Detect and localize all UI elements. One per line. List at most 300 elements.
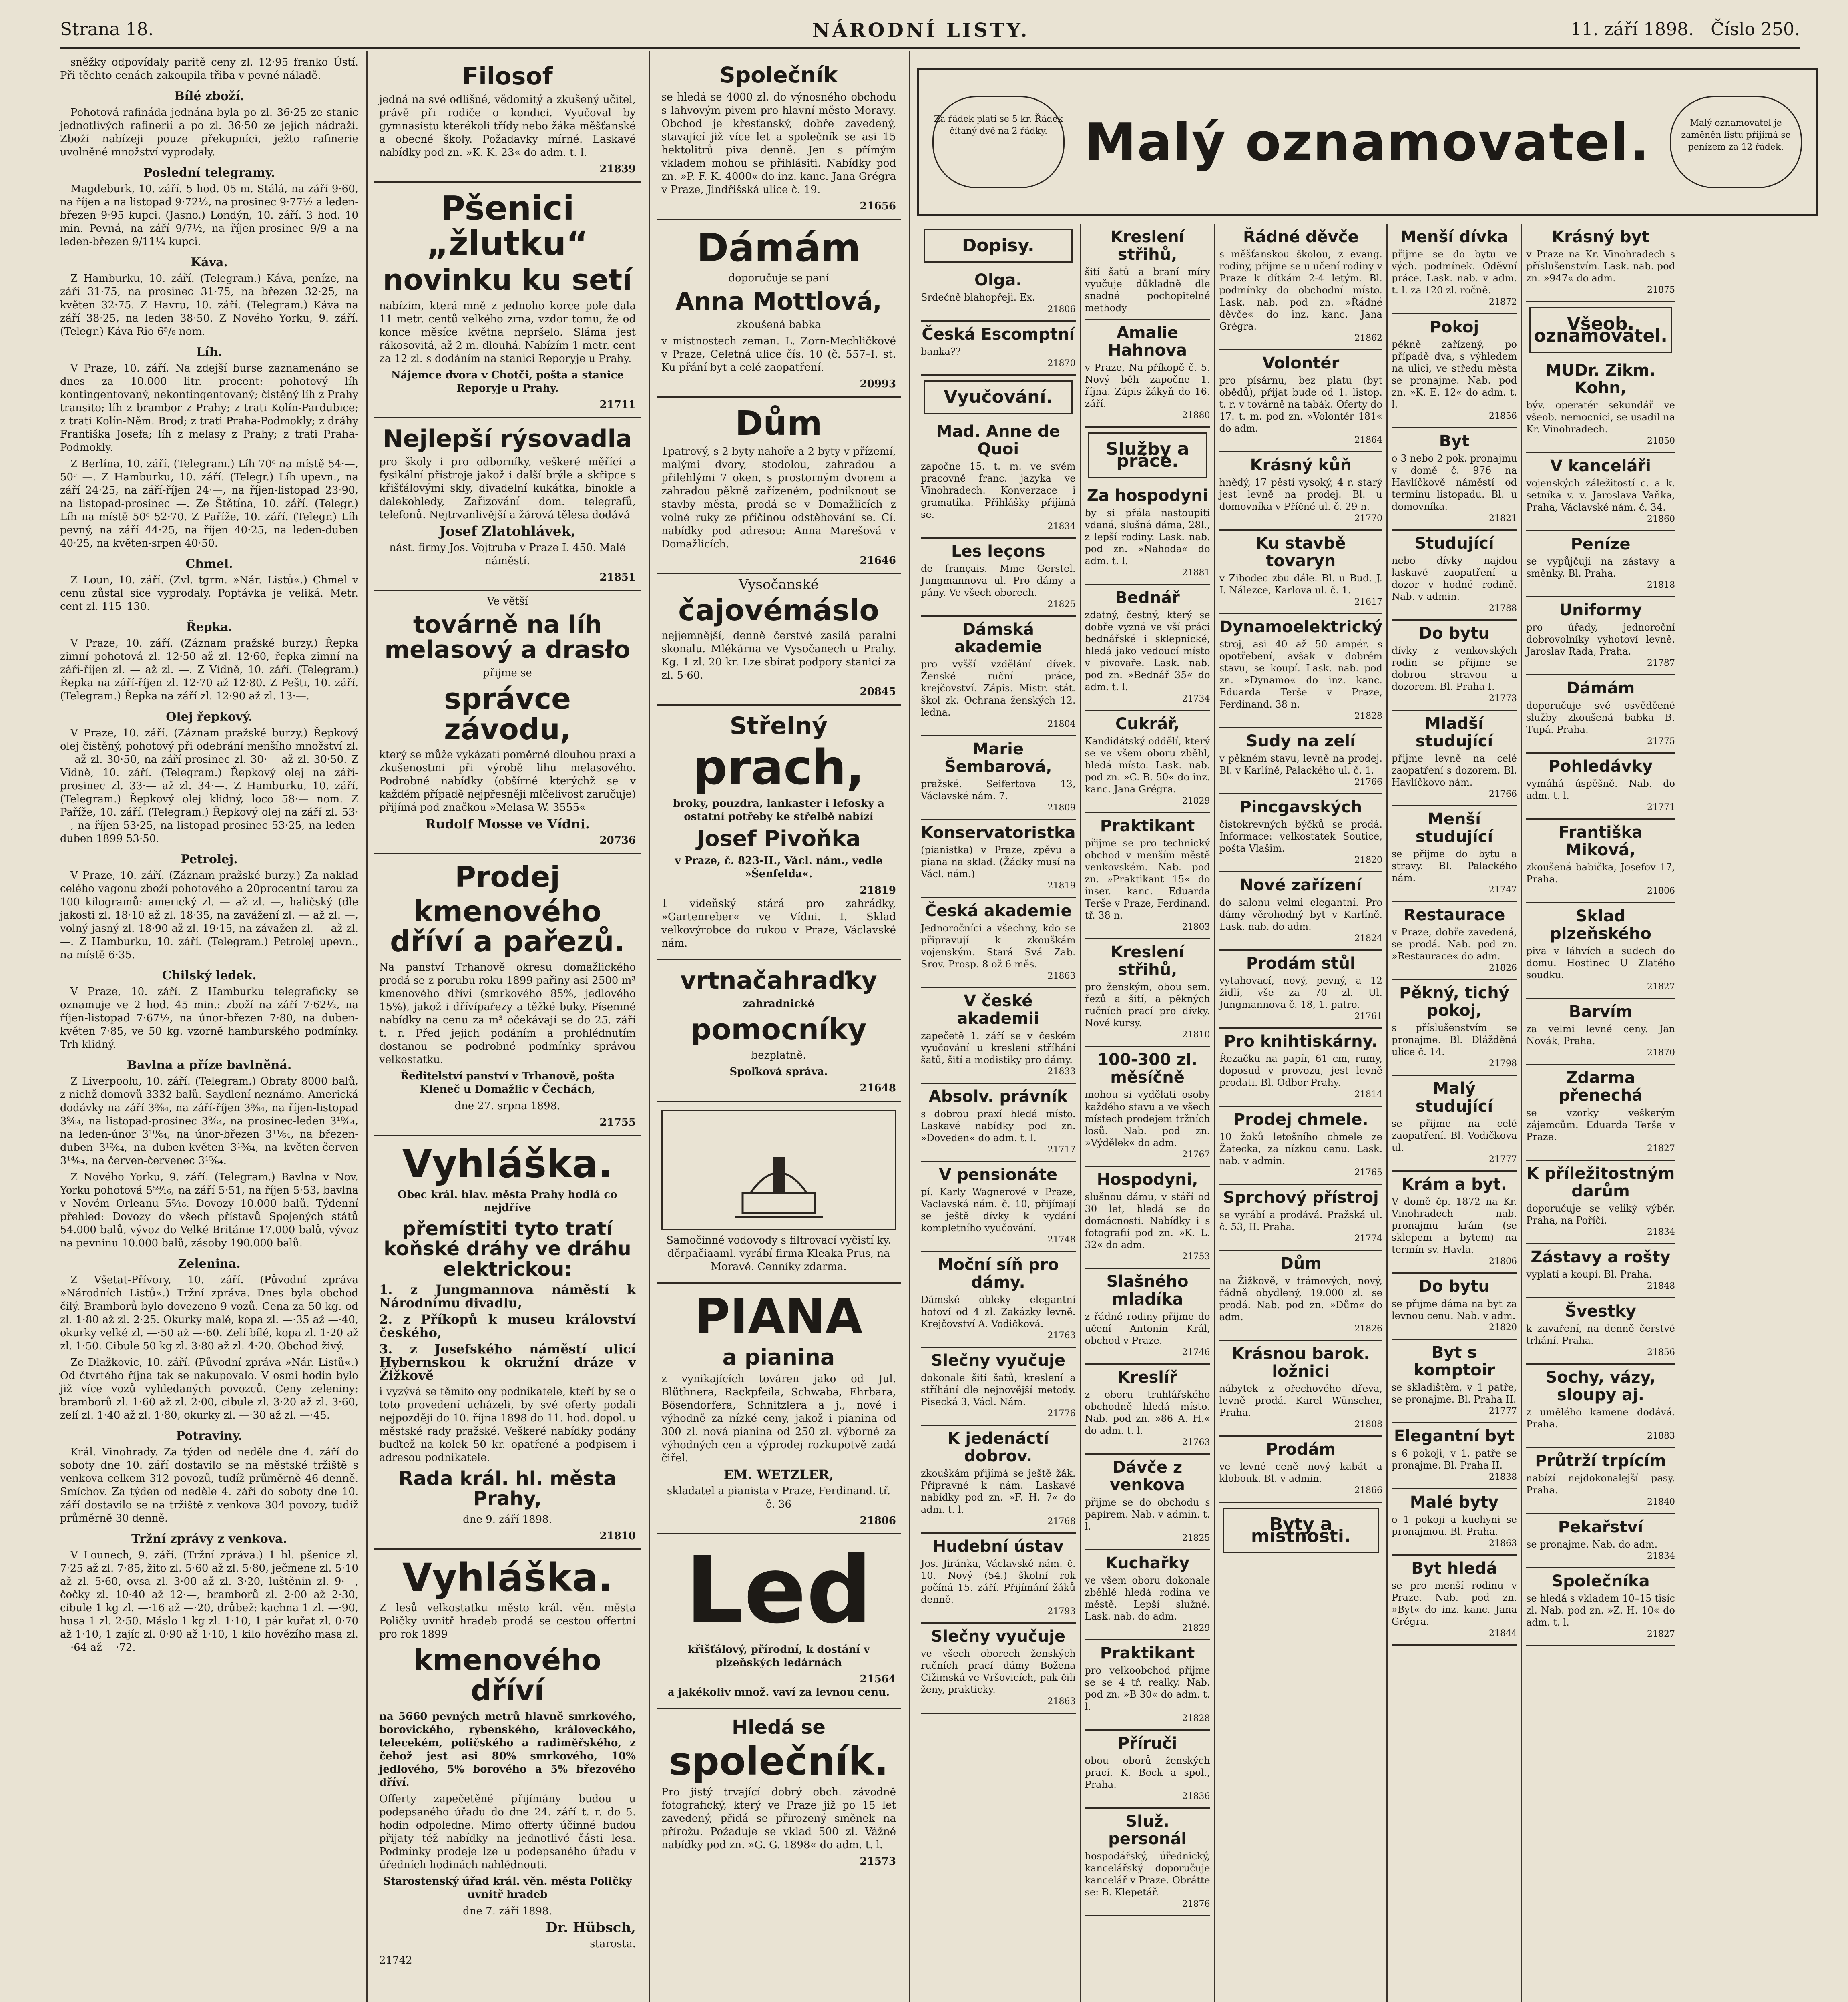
classified-ad xyxy=(1392,428,1517,531)
ad-pre: Hledá se xyxy=(732,1716,826,1739)
classified-ad xyxy=(1085,1550,1210,1640)
issue-date: 11. září 1898. Číslo 250. xyxy=(1570,19,1800,40)
classified-title: Dávče z venkova xyxy=(1110,1458,1185,1494)
classified-title: Prodám xyxy=(1266,1440,1336,1459)
classified-number: 21765 xyxy=(1354,1168,1382,1178)
classified-text: Dámské obleky elegantní hotoví od 4 zl. Zakázky levně. Krejčovství A. Vodičková. xyxy=(921,1294,1076,1329)
classified-text: doporučuje se veliký výběr. Praha, na Poříčí. xyxy=(1526,1203,1675,1226)
classified-number: 21856 xyxy=(1489,411,1517,421)
classified-number: 21768 xyxy=(1047,1516,1076,1526)
section-heading: Bavlna a příze bavlněná. xyxy=(127,1058,292,1072)
classified-title: Moční síň pro dámy. xyxy=(937,1256,1059,1292)
ad-title: Filosof xyxy=(462,62,553,90)
report-paragraph: Z Nového Yorku, 9. září. (Telegram.) Bavlna v Nov. Yorku pohotová 5⁵⁹⁄₁₆, na září 5·51, na říjen 5·53, bavlna v Novém Orleanu 5⁵⁄₁₆. Dovozy 10.000 balů. Týdenní přehled: Dovozy do všech přístavů Spojených států 54.000 balů, vývoz do Velké Británie 17.000 balů, vývoz na pevninu 10.000 balů, zásoby 190.000 balů. xyxy=(60,1171,358,1249)
classified-text: dokonale šití šatů, kreslení a stříhání dle nejnovější metody. Pisecká 3, Václ. Nám. xyxy=(921,1372,1076,1407)
classified-title: Zdarma přenechá xyxy=(1558,1069,1643,1105)
section-heading: Chilský ledek. xyxy=(162,969,257,983)
classified-number: 21834 xyxy=(1647,1551,1675,1561)
ad-big: kmenového dříví xyxy=(414,1643,601,1708)
classified-ad xyxy=(1219,1185,1382,1251)
classified-title: V kanceláři xyxy=(1550,457,1651,475)
ad-number: 21573 xyxy=(860,1855,896,1867)
ad-number: 20845 xyxy=(860,686,896,698)
classified-number: 21820 xyxy=(1354,855,1382,865)
classified-ad xyxy=(1392,711,1517,806)
classified-ad xyxy=(921,1252,1076,1348)
classifieds-column xyxy=(1386,224,1521,2002)
ad-signature: EM. WETZLER, xyxy=(723,1467,834,1483)
classified-number: 21827 xyxy=(1647,1629,1675,1639)
banner-info-note: Malý oznamovatel je zaměněn listu přijímá se penízem za 12 řádek. xyxy=(1670,96,1802,188)
classified-ad xyxy=(1219,872,1382,951)
ad-signature: Rada král. hl. města Prahy, xyxy=(398,1467,617,1510)
classified-text: se pro menší rodinu v Praze. Nab. pod zn. »Byt« do inz. kanc. Jana Grégra. xyxy=(1391,1580,1517,1627)
classified-title: Dámám xyxy=(1566,679,1635,697)
classified-ad xyxy=(1085,1731,1210,1809)
section-heading: Petrolej. xyxy=(181,852,238,866)
ad-big: pomocníky xyxy=(691,1012,867,1046)
classified-title: Zástavy a rošty xyxy=(1531,1248,1671,1266)
ad-role: starosta. xyxy=(590,1938,636,1950)
classified-title: Příruči xyxy=(1117,1734,1177,1753)
classified-number: 21833 xyxy=(1047,1067,1076,1077)
classified-number: 21870 xyxy=(1047,358,1076,368)
classified-title: Pěkný, tichý pokoj, xyxy=(1399,984,1509,1020)
ad-title: Pšenici „žlutku“ xyxy=(426,189,589,263)
classified-number: 21746 xyxy=(1182,1347,1210,1357)
classified-ad xyxy=(1085,1269,1210,1365)
classified-number: 21872 xyxy=(1489,297,1517,307)
classified-number: 21860 xyxy=(1647,514,1675,524)
ad-name: Dr. Hübsch, xyxy=(546,1919,636,1936)
classified-title: Pincgavských xyxy=(1239,798,1362,816)
classified-text: hnědý, 17 pěstí vysoký, 4 r. starý jest levně na prodej. Bl. u domovníka v Příčné ul. č. 29 n. xyxy=(1219,477,1382,512)
classified-number: 21829 xyxy=(1182,796,1210,806)
ad-name: Anna Mottlová, xyxy=(675,287,882,316)
classified-ad xyxy=(1526,597,1675,675)
ad-address: nást. firmy Jos. Vojtruba v Praze I. 450. Malé náměstí. xyxy=(389,541,626,567)
classified-text: započne 15. t. m. ve svém pracovně franc. jazyka ve Vinohradech. Konverzace i gramatika. Přihlášky přijímá se. xyxy=(921,461,1076,520)
ad-signature: Starostenský úřad král. věn. města Poličky uvnitř hradeb xyxy=(383,1875,632,1901)
page-number: Strana 18. xyxy=(60,19,154,40)
ad-text: Pro jistý trvající dobrý obch. závodně fotografický, který ve Praze již po 15 let zavedený, přidá se přirozený směnek na přírožu. Požaduje se vklad 500 zl. Vážné nabídky pod zn. »G. G. 1898« do adm. t. l. xyxy=(661,1786,896,1851)
classified-title: Pro knihtiskárny. xyxy=(1224,1032,1378,1051)
classified-text: ve všem oboru dokonale zběhlé hledá rodina ve městě. Lepší služné. Lask. nab. do adm. xyxy=(1085,1575,1210,1622)
classified-title: Pekařství xyxy=(1558,1518,1643,1536)
classified-text: Řezačku na papír, 61 cm, rumy, doposud v provozu, jest levně prodati. Bl. Odbor Prahy. xyxy=(1219,1053,1382,1088)
report-paragraph: V Praze, 10. září. Na zdejší burse zaznamenáno se dnes za 10.000 litr. procent: pohotový líh kontingentovaný, nekontingentovaný; čistěný líh z Prahy transito; líh z brambor z Prahy; z trati Kolín-Pardubice; z trati Kolín-Něm. Brod; z trati Praha-Podmokly; z dráhy Františka Josefa; líh z melasy z Prahy; z trati Praha-Podmokly. xyxy=(60,362,358,454)
classified-ad xyxy=(1085,483,1210,585)
classified-number: 21804 xyxy=(1047,719,1076,729)
classified-text: se přijme do bytu a stravy. Bl. Palackého nám. xyxy=(1391,848,1517,884)
classified-number: 21748 xyxy=(1047,1235,1076,1245)
classified-text: se skladištěm, v 1 patře, se pronajme. Bl. Praha II. xyxy=(1391,1382,1517,1405)
ad-number: 21810 xyxy=(599,1530,636,1542)
classified-title: Řádné děvče xyxy=(1243,228,1359,246)
classified-text: doporučuje své osvědčené služby zkoušená babka B. Tupá. Praha. xyxy=(1526,700,1675,735)
classified-title: Kuchařky xyxy=(1105,1554,1190,1572)
classifieds-column xyxy=(1214,224,1386,2002)
classified-text: pro úřady, jednoroční dobrovolníky vyhotoví levně. Jaroslav Rada, Praha. xyxy=(1526,622,1675,657)
classified-title: Peníze xyxy=(1571,535,1631,553)
pump-icon xyxy=(727,1145,831,1225)
section-label-box: Byty a místnosti. xyxy=(1223,1508,1379,1553)
section-heading: Chmel. xyxy=(185,557,233,571)
classified-text: by si přála nastoupiti vdaná, slušná dáma, 28l., z lepší rodiny. Lask. nab. pod zn. »Nahoda« do adm. t. l. xyxy=(1085,507,1210,567)
ad-text: broky, pouzdra, lankaster i lefosky a ostatní potřeby ke střelbě nabízí xyxy=(673,798,884,823)
ad-title: Vyhláška. xyxy=(402,1555,613,1600)
classified-title: Malý studující xyxy=(1415,1079,1493,1116)
classified-ad xyxy=(1526,675,1675,754)
classified-text: pí. Karly Wagnerové v Praze, Vaclavská nám. č. 10, přijímají se ještě dívky k vydání kompletního vyučování. xyxy=(921,1186,1076,1234)
column-divider xyxy=(649,51,650,2002)
classified-text: vytahovací, nový, pevný, a 12 židlí, vše za 70 zl. Ul. Jungmannova č. 18, 1. patro. xyxy=(1219,975,1382,1010)
classified-ad xyxy=(1526,1514,1675,1568)
ad-text: Offerty zapečetěné přijímány budou u podepsaného úřadu do dne 24. září t. r. do 5. hodin odpoledne. Mimo offerty účinné budou přijaty též nabídky na jednotlivé části lesa. Podmínky prodeje lze u podepsaného úřadu v úředních hodinách nahlédnouti. xyxy=(379,1793,636,1871)
classified-number: 21820 xyxy=(1489,1323,1517,1333)
classified-text: býv. operatér sekundář ve všeob. nemocnici, se usadil na Kr. Vinohradech. xyxy=(1526,400,1675,435)
classified-ad xyxy=(921,988,1076,1084)
classified-text: s měšťanskou školou, z evang. rodiny, přijme se u učení rodiny v Praze k dítkám 2-4 letým. Bl. podmínky do obchodní místo. Lask. nab. pod zn. »Řádné děvče« do inz. kanc. Jana Grégra. xyxy=(1219,249,1382,332)
classified-ad xyxy=(1526,999,1675,1065)
ad-number: 21648 xyxy=(860,1082,896,1094)
classified-text: 10 žoků letošního chmele ze Žatecka, za nízkou cenu. Lask. nab. v admin. xyxy=(1219,1131,1382,1166)
classified-ad xyxy=(1526,1244,1675,1298)
classified-text: (pianistka) v Praze, zpěvu a piana na sklad. (Žádky musí na Václ. nám.) xyxy=(921,844,1076,880)
classified-text: v Praze, Na příkopě č. 5. Nový běh započne 1. října. Zápis žákyň do 16. září. xyxy=(1085,362,1210,409)
classified-text: Jos. Jiránka, Václavské nám. č. 10. Nový (54.) školní rok počíná 15. září. Přijímání žáků denně. xyxy=(921,1558,1076,1605)
classified-text: z umělého kamene dodává. Praha. xyxy=(1526,1407,1675,1430)
report-paragraph: Z Berlína, 10. září. (Telegram.) Líh 70ᶜ na místě 54·—, 50ᶜ —. Z Hamburku, 10. září. (Telegr.) Líh upevn., na září 24·25, na září-říjen 24·—, na říjen-listopad 23·90, na listopad-prosinec —. Ze Štětína, 10. září. (Telegr.) Líh na místě 50ᶜ 52·70. Z Paříže, 10. září. (Telegr.) Líh pevný, na září 44·25, na říjen 40·25, na leden-duben 40·25, na květen-srpen 40·50. xyxy=(60,458,358,549)
ad-spolecnik-2 xyxy=(657,1709,901,1874)
classified-text: z oboru truhlářského obchodně hledá místo. Nab. pod zn. »86 A. H.« do adm. t. l. xyxy=(1085,1389,1210,1436)
classified-number: 21818 xyxy=(1647,580,1675,590)
classified-number: 21747 xyxy=(1489,885,1517,895)
ad-piana xyxy=(657,1284,901,1535)
classified-ad xyxy=(1085,1640,1210,1731)
classified-number: 21819 xyxy=(1047,881,1076,891)
classified-text: s příslušenstvím se pronajme. Bl. Dlážděná ulice č. 14. xyxy=(1391,1022,1517,1057)
classified-ad xyxy=(1392,1340,1517,1423)
classified-title: Krásný byt xyxy=(1552,228,1649,246)
classifieds-grid xyxy=(917,224,1814,2002)
classified-text: přijme se pro technický obchod v menším městě venkovském. Nab. pod zn. »Praktikant 15« do inser. kanc. Eduarda Terše v Praze, Ferdinand. tř. 38 n. xyxy=(1085,838,1210,921)
ad-role: zkoušená babka xyxy=(736,319,821,331)
ad-text: pro školy i pro odborníky, veškeré měřící a fysikální přístroje jakož i další brýle a skřipce s křišťálovými skly, divadelní kukátka, binokle a dalekohledy, Zařizování dom. telegrafů, telefonů. Nejtrvanlivější a žárová tělesa dodává xyxy=(379,456,636,521)
ad-text: Samočinné vodovody s filtrovací vyčistí ky. děrpačiaaml. vyrábí firma Kleaka Prus, na Moravě. Cenníky zdarma. xyxy=(666,1234,891,1273)
classified-text: V domě čp. 1872 na Kr. Vinohradech nab. pronajmu krám (se sklepem a bytem) na termín sv. Havla. xyxy=(1391,1196,1517,1255)
classified-ad xyxy=(1085,1455,1210,1550)
ad-number: 21819 xyxy=(860,884,896,896)
market-reports-column xyxy=(60,56,358,2002)
classified-title: Nové zařízení xyxy=(1240,876,1362,894)
ad-title: PIANA xyxy=(695,1288,863,1345)
classified-text: v Praze na Kr. Vinohradech s příslušenstvím. Lask. nab. pod zn. »947« do adm. xyxy=(1526,249,1675,284)
ad-subtitle: a pianina xyxy=(722,1344,835,1370)
ad-number: 21806 xyxy=(860,1515,896,1527)
classified-ad xyxy=(1526,224,1675,302)
classified-ad xyxy=(1392,806,1517,902)
ad-title: prach, xyxy=(693,740,865,796)
classified-ad xyxy=(1392,902,1517,980)
classified-number: 21881 xyxy=(1182,568,1210,578)
classified-number: 21766 xyxy=(1489,789,1517,799)
classified-number: 21864 xyxy=(1354,435,1382,445)
report-paragraph: Král. Vinohrady. Za týden od neděle dne 4. září do soboty dne 10. září dostavilo se na městské tržiště s venkova celkem 312 povozů, tudíž průměrně 46 denně. Smíchov. Za týden od neděle 4. září do soboty dne 10. září dostavilo se na tržiště z venkova 304 povozy, tudíž průměrně 30 denně. xyxy=(60,1446,358,1524)
section-heading: Potraviny. xyxy=(176,1429,243,1443)
classified-title: Mladší studující xyxy=(1415,714,1493,750)
ad-cajove-maslo xyxy=(657,574,901,706)
classified-ad xyxy=(1392,1274,1517,1340)
ad-illustration xyxy=(657,1102,901,1284)
classified-ad xyxy=(921,898,1076,988)
classified-title: Krásnou barok. ložnici xyxy=(1232,1345,1370,1381)
classified-ad xyxy=(1219,350,1382,452)
ad-text: z vynikajících továren jako od Jul. Blüthnera, Rackpfeila, Schwaba, Ehrbara, Bösendorfera, Schnitzlera a j., nové i výhodně za nízké ceny, jakož i pianina od 300 zl. nová pianina od 250 zl. výborné za výhodných cen a výprodej rozkupotvě zadá čiřel. xyxy=(661,1373,896,1465)
classified-number: 21863 xyxy=(1047,1696,1076,1707)
ad-subtitle: Obec král. hlav. města Prahy hodlá co nejdříve xyxy=(398,1188,617,1214)
classified-text: pražské. Seifertova 13, Václavské nám. 7. xyxy=(921,778,1076,802)
classified-ad xyxy=(921,267,1076,322)
ad-title: Nejlepší rýsovadla xyxy=(383,424,632,453)
classified-title: Byt s komptoir xyxy=(1413,1343,1495,1379)
classified-text: do salonu velmi elegantní. Pro dámy věrohodný byt v Karlíně. Lask. nab. do adm. xyxy=(1219,897,1382,932)
classified-title: V pensionáte xyxy=(939,1166,1058,1184)
classified-ad xyxy=(1085,224,1210,320)
classified-number: 21763 xyxy=(1182,1437,1210,1447)
classified-title: Praktikant xyxy=(1100,817,1195,835)
classified-text: přijme se do bytu ve vých. podmínek. Oděvní práce. Lask. nab. v adm. t. l. za 120 zl. ročně. xyxy=(1391,249,1517,296)
classified-ad xyxy=(921,617,1076,736)
classified-ad xyxy=(921,539,1076,617)
classified-text: se vyrábí a prodává. Pražská ul. č. 53, II. Praha. xyxy=(1219,1209,1382,1232)
report-paragraph: V Praze, 10. září. (Záznam pražské burzy.) Řepka zimní pohotová zl. 12·50 až zl. 12·60, řepka zimní na září-říjen zl. — až zl. —. Z Vídně, 10. září. (Telegram.) Řepka na září-říjen zl. 12·70 až 12·80. Z Pešti, 10. září. (Telegram.) Řepka na září zl. 12·90 až zl. 13·—. xyxy=(60,637,358,702)
ad-subtitle: novinku ku setí xyxy=(383,263,632,297)
classified-number: 21771 xyxy=(1647,802,1675,812)
classified-number: 21829 xyxy=(1182,1623,1210,1633)
ad-title: vrtnačahraďky xyxy=(680,966,877,995)
ad-signature: Spoľková správa. xyxy=(729,1065,828,1078)
ad-dum xyxy=(657,398,901,574)
report-paragraph: Z Všetat-Přívory, 10. září. (Původní zpráva »Národních Listů«.) Tržní zpráva. Dnes byla obchod čilý. Bramborů bylo dovezeno 9 vozů. Cena za 50 kg. od zl. 1·80 až zl. 2·25. Okurky malé, kopa zl. —·35 až —·40, okurky velké zl. —·50 až —·60. Zelí bílé, kopa zl. 1·20 až zl. 1·50. Cibule 50 kg zl. 3·80 až zl. 4·20. Obchod živý. xyxy=(60,1274,358,1352)
classified-number: 21776 xyxy=(1047,1409,1076,1419)
classified-title: Slečny vyučuje xyxy=(931,1351,1066,1370)
ad-address: skladatel a pianista v Praze, Ferdinand. tř. č. 36 xyxy=(667,1485,891,1511)
report-paragraph: Z Hamburku, 10. září. (Telegram.) Káva, peníze, na září 31·75, na prosinec 31·75, na březen 32·25, na květen 32·75. Z Havru, 10. září. (Telegram.) Káva na září 38·25, na leden 38·50. Z Nového Yorku, 9. září. (Telegr.) Káva Rio 6⁵/₈ nom. xyxy=(60,273,358,338)
classified-text: ve levné ceně nový kabát a klobouk. Bl. v admin. xyxy=(1219,1461,1382,1484)
classified-number: 21880 xyxy=(1182,410,1210,420)
classified-ad xyxy=(921,419,1076,539)
classified-title: Prodám stůl xyxy=(1246,954,1356,973)
classified-title: Česká akademie xyxy=(924,902,1072,920)
classified-number: 21617 xyxy=(1354,597,1382,607)
classified-title: Malé byty xyxy=(1410,1493,1499,1512)
classified-title: Restaurace xyxy=(1403,906,1505,924)
classified-number: 21836 xyxy=(1182,1791,1210,1801)
column-divider xyxy=(909,51,910,2002)
hand-pump-illustration xyxy=(661,1110,896,1230)
classified-number: 21767 xyxy=(1182,1150,1210,1160)
classified-text: banka?? xyxy=(921,346,961,357)
classified-text: přijme levně na celé zaopatření s dozorem. Bl. Havlíčkovo nám. xyxy=(1391,753,1517,788)
banner-price-note: Za řádek platí se 5 kr. Řádek čítaný dvě na 2 řádky. xyxy=(932,96,1065,188)
classified-ad xyxy=(1085,1809,1210,1916)
report-paragraph: V Praze, 10. září. (Záznam pražské burzy.) Řepkový olej čistěný, pohotový při odebrání menšího množství zl. — až zl. 30·50, na září-prosinec zl. 30·— až zl. 30·50. Z Vídně, 10. září. (Telegram.) Řepkový olej na září-prosinec zl. 33·— až zl. 34·—. Z Hamburku, 10. září. (Telegram.) Řepkový olej klidný, loco 58·— nom. Z Paříže, 10. září. (Telegram.) Řepkový olej na září zl. 53·—, na říjen 53·25, na listopad-prosinec 53·25, na leden-duben 1899 53·50. xyxy=(60,727,358,845)
classified-title: Společníka xyxy=(1551,1572,1650,1590)
ad-number: 21742 xyxy=(379,1954,412,1966)
classified-title: Průtrží trpícím xyxy=(1535,1452,1666,1470)
classified-number: 21803 xyxy=(1182,922,1210,932)
classified-title: Prodej chmele. xyxy=(1233,1110,1368,1129)
classified-ad xyxy=(1392,1172,1517,1274)
classified-title: Slašného mladíka xyxy=(1106,1272,1189,1309)
ad-text: Z lesů velkostatku město král. věn. města Poličky uvnitř hradeb prodá se cestou offertní pro rok 1899 xyxy=(379,1602,636,1641)
classified-text: mohou si vydělati osoby každého stavu a ve všech místech prodejem tržních losů. Nab. pod zn. »Výdělek« do adm. xyxy=(1085,1089,1210,1148)
classified-ad xyxy=(1219,794,1382,872)
classified-text: obou oborů ženských prací. K. Bock a spol., Praha. xyxy=(1085,1755,1210,1790)
classified-title: Byt xyxy=(1439,432,1470,450)
classified-text: slušnou dámu, v stáří od 30 let, hledá se do domácnosti. Nabídky i s fotografií pod zn. »K. L. 32« do adm. xyxy=(1085,1191,1210,1250)
classified-number: 21763 xyxy=(1047,1331,1076,1341)
classified-ad xyxy=(1526,1365,1675,1448)
classified-ad xyxy=(1526,1298,1675,1365)
classified-title: Barvím xyxy=(1569,1003,1633,1021)
ad-text: doporučuje se paní xyxy=(728,272,829,285)
classified-number: 21828 xyxy=(1354,711,1382,721)
ad-pre: Vysočanské xyxy=(739,576,819,593)
ad-items: na 5660 pevných metrů hlavně smrkového, borovického, rybenského, královeckého, telecekém, poličského a radiměřského, z čehož jest asi 80% smrkového, 10% jedlového, 5% borového a 5% březového dříví. xyxy=(379,1710,636,1789)
classified-text: se hledá s vkladem 10–15 tisíc zl. Nab. pod zn. »Z. H. 10« do adm. t. l. xyxy=(1526,1593,1675,1628)
ad-subtitle: a jakékoliv množ. vaví za levnou cenu. xyxy=(667,1686,890,1698)
ad-number: 21564 xyxy=(860,1673,896,1685)
classified-number: 21863 xyxy=(1047,971,1076,981)
classified-ad xyxy=(921,1348,1076,1426)
classified-number: 21848 xyxy=(1647,1281,1675,1291)
classified-number: 21766 xyxy=(1354,777,1382,787)
ad-signature: Josef Zlatohlávek, xyxy=(439,523,576,539)
classified-number: 21840 xyxy=(1647,1497,1675,1507)
section-heading: Olej řepkový. xyxy=(166,710,253,724)
classified-ad xyxy=(1219,951,1382,1029)
ad-number: 21755 xyxy=(599,1116,636,1128)
ad-item: 1. z Jungmannova náměstí k Národnímu divadlu, xyxy=(379,1282,636,1311)
classified-number: 21809 xyxy=(1047,803,1076,813)
classified-ad xyxy=(921,736,1076,820)
section-heading: Tržní zprávy z venkova. xyxy=(131,1532,287,1546)
classified-text: Srdečně blahopřeji. Ex. xyxy=(921,292,1035,303)
classified-number: 21844 xyxy=(1489,1628,1517,1638)
classified-text: k zavaření, na denně čerstvé trhání. Praha. xyxy=(1526,1323,1675,1346)
ad-subtitle: zahradnické xyxy=(743,997,815,1010)
classified-text: s 6 pokoji, v 1. patře se pronajme. Bl. Praha II. xyxy=(1391,1448,1517,1471)
ad-led xyxy=(657,1534,901,1709)
classified-number: 21806 xyxy=(1047,304,1076,314)
ad-item: 3. z Josefského náměstí ulicí Hybernskou k okružní dráze v Žižkově xyxy=(379,1341,636,1383)
classified-number: 21798 xyxy=(1489,1059,1517,1069)
classified-title: V české akademii xyxy=(957,992,1039,1028)
section-heading: Líh. xyxy=(196,345,222,359)
classified-ad xyxy=(921,820,1076,898)
classified-title: Sudy na zelí xyxy=(1246,732,1356,750)
ad-text: křišťálový, přírodní, k dostání v plzeňských ledárnách xyxy=(687,1643,870,1669)
classified-number: 21856 xyxy=(1647,1347,1675,1357)
classified-ad xyxy=(921,322,1076,376)
classified-text: v pěkném stavu, levně na prodej. Bl. v Karlíně, Palackého ul. č. 1. xyxy=(1219,753,1382,776)
classified-text: šití šatů a braní míry vyučuje důkladně dle snadné pochopitelné methody xyxy=(1085,266,1210,314)
classified-text: hospodářský, úřednický, kancelářský doporučuje kancelář v Praze. Obrátte se: B. Klepetář. xyxy=(1085,1851,1210,1898)
classified-title: Dynamoelektrický xyxy=(1219,618,1382,636)
ad-number: 21711 xyxy=(599,398,636,411)
classified-title: Hospodyni, xyxy=(1097,1170,1198,1189)
classified-number: 21826 xyxy=(1354,1324,1382,1334)
classified-number: 21824 xyxy=(1354,933,1382,943)
ad-title: Vyhláška. xyxy=(402,1141,613,1186)
section-label-box: Služby a práce. xyxy=(1088,432,1207,478)
ad-number: 20993 xyxy=(860,378,896,390)
classified-text: v Praze, dobře zavedená, se prodá. Nab. pod zn. »Restaurace« do adm. xyxy=(1391,927,1517,962)
classified-title: Ku stavbě tovaryn xyxy=(1256,534,1346,570)
classified-number: 21870 xyxy=(1647,1048,1675,1058)
classified-number: 21827 xyxy=(1647,982,1675,992)
ad-big: kmenového dříví a pařezů. xyxy=(390,894,625,959)
classified-title: Amalie Hahnova xyxy=(1108,324,1187,360)
classified-title: K jedenáctí dobrov. xyxy=(947,1429,1049,1465)
classified-text: čistokrevných býčků se prodá. Informace: velkostatek Soutice, pošta Vlašim. xyxy=(1219,819,1382,854)
classified-ad xyxy=(1526,754,1675,820)
ad-psenice xyxy=(374,183,641,418)
classified-ad xyxy=(1219,728,1382,794)
classified-ad xyxy=(1526,1448,1675,1514)
classified-ad xyxy=(1392,1076,1517,1172)
classified-text: pro velkoobchod přijme se se 4 tř. realky. Nab. pod zn. »B 30« do adm. t. l. xyxy=(1085,1665,1210,1712)
report-paragraph: V Praze, 10. září. Z Hamburku telegraficky se oznamuje ve 2 hod. 45 min.: zboží na září 7·62½, na říjen-listopad 7·67½, na únor-březen 7·80, na duben-květen 7·85, ve 50 kg. vzorně hamburského podmínky. Trh klidný. xyxy=(60,986,358,1051)
classified-ad xyxy=(1219,1251,1382,1341)
classified-ad xyxy=(1392,531,1517,621)
classified-text: ve všech oborech ženských ručních prací dámy Božena Cižimská ve Vršovicích, pak čili ženy, prakticky. xyxy=(921,1648,1076,1695)
classified-title: Do bytu xyxy=(1419,1277,1490,1296)
section-heading: Káva. xyxy=(191,255,228,269)
classified-text: na Žižkově, v trámových, nový, řádně obydlený, 19.000 zl. se prodá. Nab. pod zn. »Dům« do adm. xyxy=(1219,1275,1382,1323)
classified-ad xyxy=(1219,1107,1382,1185)
classified-title: Byt hledá xyxy=(1411,1559,1497,1578)
classified-text: o 1 pokoji a kuchyni se pronajmou. Bl. Praha. xyxy=(1391,1514,1517,1537)
classified-ad xyxy=(1392,1556,1517,1646)
ad-address: v Praze, č. 823-II., Václ. nám., vedle »Šenfelda«. xyxy=(675,854,883,880)
classifieds-column xyxy=(1521,224,1679,2002)
classified-number: 21875 xyxy=(1647,285,1675,295)
classified-ad xyxy=(1526,1568,1675,1646)
classified-ad xyxy=(1085,711,1210,813)
classified-number: 21814 xyxy=(1354,1089,1382,1099)
classified-ad xyxy=(1085,320,1210,428)
ad-date: dne 27. srpna 1898. xyxy=(454,1099,560,1112)
ad-number: 20736 xyxy=(599,834,636,847)
report-paragraph: Z Loun, 10. září. (Zvl. tgrm. »Nár. Listů«.) Chmel v cenu zůstal sice vyprodaly. Poptávka je veliká. Metr. cent zl. 115–130. xyxy=(60,574,358,613)
classified-ad xyxy=(1526,358,1675,453)
classified-text: se vypůjčují na zástavy a směnky. Bl. Praha. xyxy=(1526,556,1675,579)
classified-number: 21774 xyxy=(1354,1234,1382,1244)
ad-vyhlaska-2 xyxy=(374,1550,641,1976)
classified-text: pro ženským, obou sem. řezů a šití, a pěkných ručních prací pro dívky. Nové kursy. xyxy=(1085,981,1210,1029)
classified-text: piva v láhvích a sudech do domu. Hostinec U Zlatého soudku. xyxy=(1526,945,1675,981)
classified-ad xyxy=(1526,820,1675,903)
column-divider xyxy=(366,51,368,2002)
classified-title: Volontér xyxy=(1262,354,1340,372)
classified-number: 21876 xyxy=(1182,1899,1210,1909)
classified-ad xyxy=(1392,314,1517,428)
ad-title: Dům xyxy=(735,404,822,443)
classified-text: z řádné rodiny přijme do učení Antonín Král, obchod v Praze. xyxy=(1085,1311,1210,1346)
